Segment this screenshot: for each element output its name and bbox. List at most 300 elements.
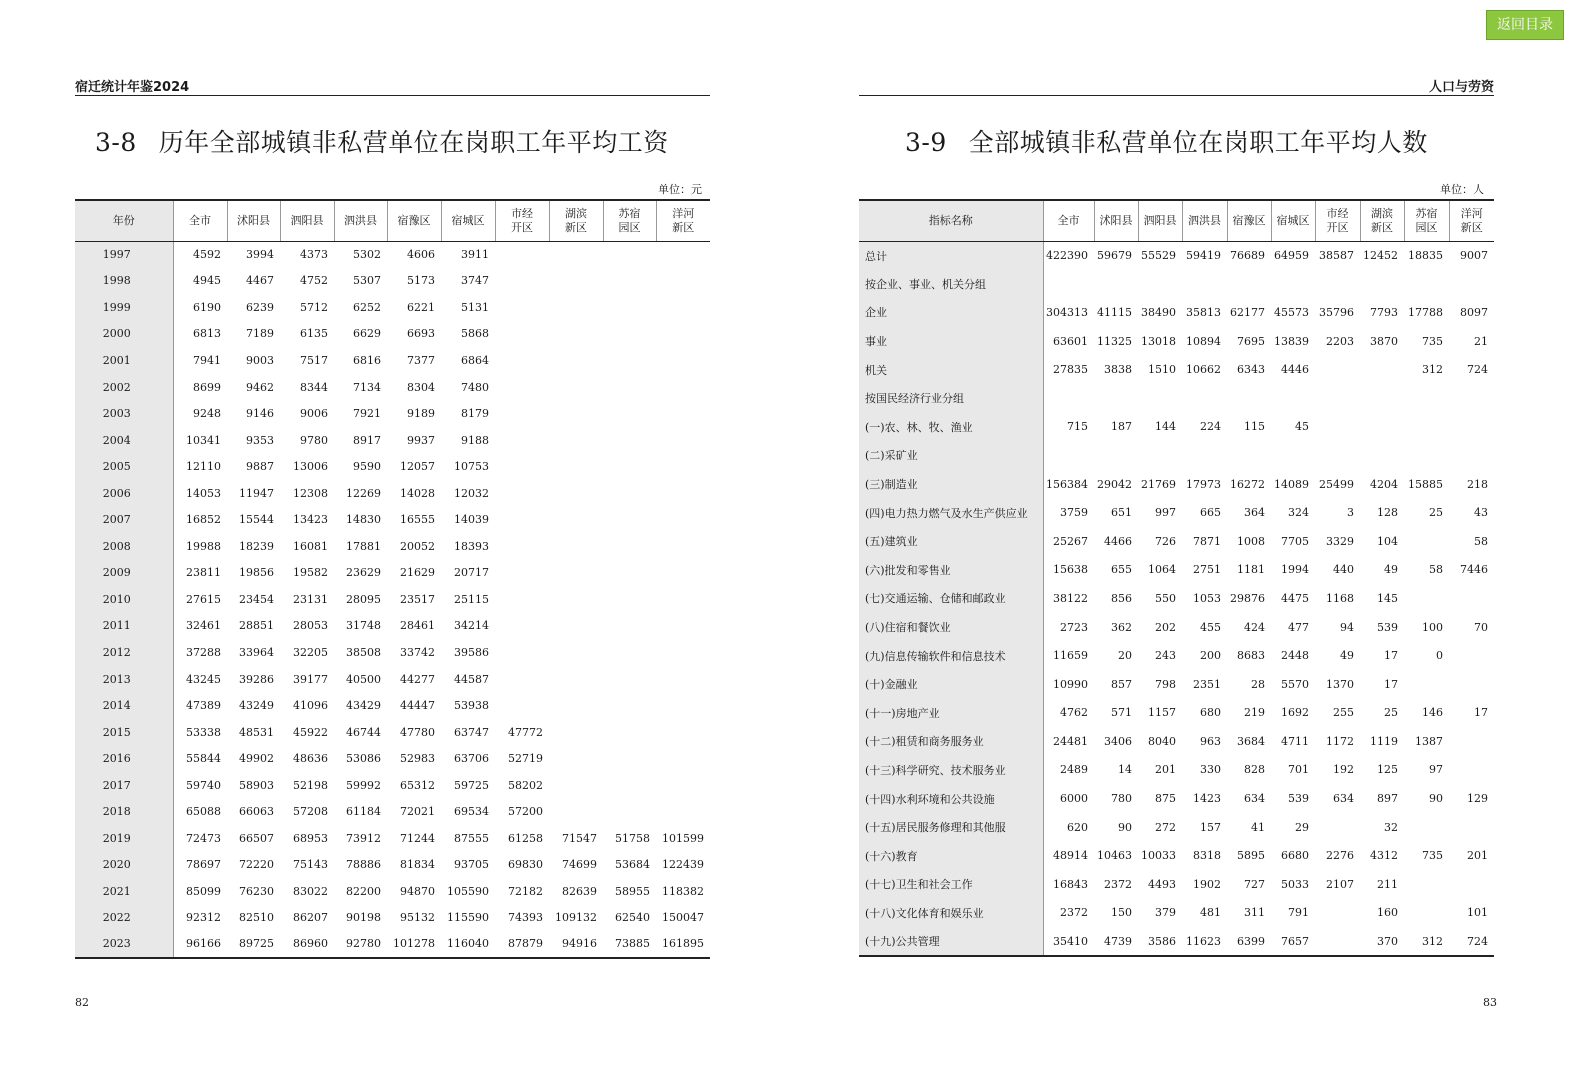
left-page — [0, 0, 793, 1077]
row-label: 2018 — [75, 798, 173, 825]
row-label: 2016 — [75, 745, 173, 772]
column-header: 宿豫区 — [387, 200, 441, 241]
row-label: (十九)公共管理 — [859, 927, 1043, 956]
table-cell: 455 — [1200, 620, 1221, 634]
table-cell: 780 — [1111, 792, 1132, 806]
table-cell: 10662 — [1186, 363, 1221, 377]
table-cell — [495, 268, 549, 295]
table-cell — [1227, 384, 1271, 413]
row-label: (二)采矿业 — [859, 441, 1043, 470]
table-cell: 3684 — [1237, 734, 1265, 748]
table-cell — [495, 586, 549, 613]
table-cell: 53938 — [454, 699, 489, 713]
table-cell: 59419 — [1186, 249, 1221, 263]
table-cell — [495, 666, 549, 693]
table-row — [859, 270, 1494, 299]
table-cell: 5173 — [407, 274, 435, 288]
table-cell: 52983 — [400, 752, 435, 766]
table-row — [859, 756, 1494, 785]
table-cell: 2276 — [1326, 849, 1354, 863]
table-row — [859, 699, 1494, 728]
table-cell: 8699 — [193, 380, 221, 394]
table-cell: 187 — [1111, 420, 1132, 434]
table-row — [859, 841, 1494, 870]
column-header: 洋河 新区 — [656, 200, 710, 241]
table-cell: 90198 — [346, 911, 381, 925]
table-cell: 45922 — [293, 725, 328, 739]
table-cell — [1404, 899, 1449, 928]
table-cell: 4373 — [300, 248, 328, 262]
table-row — [75, 347, 710, 374]
table-cell — [1360, 441, 1404, 470]
table-cell — [1449, 641, 1494, 670]
table-cell: 997 — [1155, 506, 1176, 520]
table-cell — [1094, 384, 1138, 413]
table-cell: 16081 — [293, 539, 328, 553]
table-cell: 5895 — [1237, 849, 1265, 863]
table-cell: 5570 — [1281, 677, 1309, 691]
table-cell: 9006 — [300, 407, 328, 421]
table-cell: 4762 — [1060, 706, 1088, 720]
table-cell: 10463 — [1097, 849, 1132, 863]
table-cell: 19988 — [186, 539, 221, 553]
table-row — [859, 870, 1494, 899]
table-cell: 2489 — [1060, 763, 1088, 777]
table-cell: 2723 — [1060, 620, 1088, 634]
table-cell: 122439 — [662, 858, 704, 872]
table-cell: 4466 — [1104, 534, 1132, 548]
table-row — [859, 927, 1494, 956]
table-cell: 144 — [1155, 420, 1176, 434]
table-cell: 2372 — [1060, 906, 1088, 920]
row-label: 总计 — [859, 241, 1043, 270]
table-cell: 7377 — [407, 353, 435, 367]
table-cell — [656, 400, 710, 427]
table-cell: 25115 — [454, 592, 489, 606]
table-row — [75, 825, 710, 852]
table-cell: 539 — [1288, 792, 1309, 806]
table-cell — [603, 400, 656, 427]
table-cell: 9353 — [246, 433, 274, 447]
table-row — [859, 527, 1494, 556]
table-cell — [656, 241, 710, 268]
column-header: 沭阳县 — [227, 200, 280, 241]
table-cell — [549, 692, 603, 719]
table-cell: 7480 — [461, 380, 489, 394]
table-cell: 35410 — [1043, 927, 1094, 956]
table-cell — [549, 453, 603, 480]
table-cell: 9590 — [353, 460, 381, 474]
table-cell: 16272 — [1230, 477, 1265, 491]
table-cell — [549, 745, 603, 772]
table-cell: 20717 — [454, 566, 489, 580]
table-cell: 23811 — [186, 566, 221, 580]
row-label: (十一)房地产业 — [859, 699, 1043, 728]
table-cell: 620 — [1067, 820, 1088, 834]
table-cell: 364 — [1244, 506, 1265, 520]
table-cell: 828 — [1244, 763, 1265, 777]
table-cell: 29876 — [1230, 591, 1265, 605]
table-cell: 61258 — [508, 831, 543, 845]
table-cell: 83022 — [293, 884, 328, 898]
table-cell — [1449, 270, 1494, 299]
table-cell: 1008 — [1237, 534, 1265, 548]
unit-label: 单位：元 — [658, 183, 702, 196]
table-cell: 72473 — [186, 831, 221, 845]
table-cell: 14830 — [346, 513, 381, 527]
table-cell: 74393 — [508, 911, 543, 925]
table-cell: 4446 — [1281, 363, 1309, 377]
table-cell — [656, 294, 710, 321]
table-cell — [1404, 527, 1449, 556]
table-cell — [1315, 355, 1360, 384]
table-cell — [656, 374, 710, 401]
table-cell: 150047 — [662, 911, 704, 925]
table-cell — [1315, 413, 1360, 442]
table-cell: 16555 — [400, 513, 435, 527]
table-cell — [1404, 870, 1449, 899]
table-cell — [1043, 441, 1094, 470]
table-cell: 370 — [1360, 927, 1404, 956]
table-cell: 59725 — [454, 778, 489, 792]
table-cell: 1157 — [1148, 706, 1176, 720]
table-row — [75, 772, 710, 799]
table-cell: 66063 — [239, 805, 274, 819]
table-cell: 63706 — [454, 752, 489, 766]
return-to-contents-button[interactable]: 返回目录 — [1486, 10, 1564, 40]
table-cell — [1360, 413, 1404, 442]
table-row — [859, 298, 1494, 327]
table-cell — [549, 533, 603, 560]
table-cell: 7517 — [300, 353, 328, 367]
table-cell — [1271, 441, 1315, 470]
table-cell: 116040 — [441, 931, 495, 958]
table-cell: 14089 — [1274, 477, 1309, 491]
table-cell: 12110 — [186, 460, 221, 474]
table-cell: 33964 — [239, 645, 274, 659]
table-cell — [549, 798, 603, 825]
row-label: 按国民经济行业分组 — [859, 384, 1043, 413]
table-cell: 362 — [1111, 620, 1132, 634]
table-cell: 14053 — [186, 486, 221, 500]
table-cell: 9007 — [1460, 249, 1488, 263]
table-cell: 3994 — [246, 248, 274, 262]
table-cell: 13006 — [293, 460, 328, 474]
table-row — [75, 480, 710, 507]
table-cell: 655 — [1111, 563, 1132, 577]
table-cell: 875 — [1155, 792, 1176, 806]
table-cell: 651 — [1111, 506, 1132, 520]
table-cell: 6239 — [246, 300, 274, 314]
table-cell: 109132 — [555, 911, 597, 925]
table-cell: 35796 — [1319, 305, 1354, 319]
table-cell: 219 — [1244, 706, 1265, 720]
table-cell: 20 — [1118, 649, 1132, 663]
table-cell: 12057 — [400, 460, 435, 474]
table-cell — [1227, 441, 1271, 470]
table-cell — [1449, 756, 1494, 785]
table-cell: 9248 — [193, 407, 221, 421]
table-cell: 58955 — [615, 884, 650, 898]
unit-label: 单位：人 — [1440, 183, 1484, 196]
table-cell: 93705 — [454, 858, 489, 872]
table-cell — [603, 692, 656, 719]
table-cell: 3 — [1347, 506, 1354, 520]
table-cell: 424 — [1244, 620, 1265, 634]
table-cell: 12452 — [1363, 249, 1398, 263]
table-cell: 32 — [1384, 820, 1398, 834]
table-row — [75, 374, 710, 401]
table-cell: 32205 — [293, 645, 328, 659]
table-cell — [603, 294, 656, 321]
table-cell — [1043, 384, 1094, 413]
table-row — [75, 586, 710, 613]
table-cell — [1182, 441, 1227, 470]
table-cell: 18239 — [239, 539, 274, 553]
table-title-text: 历年全部城镇非私营单位在岗职工年平均工资 — [158, 128, 669, 157]
table-row — [859, 813, 1494, 842]
table-cell: 4606 — [407, 248, 435, 262]
table-cell: 59679 — [1097, 249, 1132, 263]
table-cell — [1182, 384, 1227, 413]
table-cell: 105590 — [447, 884, 489, 898]
table-cell: 100 — [1422, 620, 1443, 634]
table-cell: 3759 — [1060, 506, 1088, 520]
table-cell: 477 — [1288, 620, 1309, 634]
table-cell: 76689 — [1230, 249, 1265, 263]
table-cell — [603, 772, 656, 799]
table-cell: 6000 — [1060, 792, 1088, 806]
table-cell: 97 — [1429, 763, 1443, 777]
table-cell — [656, 506, 710, 533]
table-cell: 4204 — [1370, 477, 1398, 491]
column-header: 宿城区 — [1271, 200, 1315, 241]
row-label: 2021 — [75, 878, 173, 905]
table-cell: 28 — [1251, 677, 1265, 691]
table-title-text: 全部城镇非私营单位在岗职工年平均人数 — [968, 128, 1428, 157]
table-cell — [495, 533, 549, 560]
row-label: (十七)卫生和社会工作 — [859, 870, 1043, 899]
table-cell: 14 — [1118, 763, 1132, 777]
table-cell: 75143 — [293, 858, 328, 872]
table-cell: 44587 — [454, 672, 489, 686]
table-cell: 85099 — [186, 884, 221, 898]
table-cell: 6693 — [407, 327, 435, 341]
table-cell: 64959 — [1274, 249, 1309, 263]
table-cell: 49902 — [239, 752, 274, 766]
table-cell: 1902 — [1193, 877, 1221, 891]
row-label: 1998 — [75, 268, 173, 295]
column-header: 湖滨 新区 — [1360, 200, 1404, 241]
table-cell — [1315, 441, 1360, 470]
table-cell: 1423 — [1193, 792, 1221, 806]
table-cell: 5033 — [1281, 877, 1309, 891]
table-cell — [1138, 384, 1182, 413]
table-row — [75, 692, 710, 719]
table-cell: 14028 — [400, 486, 435, 500]
table-cell: 46744 — [346, 725, 381, 739]
table-cell: 255 — [1333, 706, 1354, 720]
row-label: (十)金融业 — [859, 670, 1043, 699]
row-label: 事业 — [859, 327, 1043, 356]
row-label: 2022 — [75, 905, 173, 932]
table-cell: 28095 — [346, 592, 381, 606]
table-cell: 161895 — [656, 931, 710, 958]
column-header: 苏宿 园区 — [1404, 200, 1449, 241]
table-cell: 18393 — [454, 539, 489, 553]
table-cell: 44447 — [400, 699, 435, 713]
table-cell — [1043, 270, 1094, 299]
row-label: (十八)文化体育和娱乐业 — [859, 899, 1043, 928]
table-row — [859, 670, 1494, 699]
table-cell: 104 — [1377, 534, 1398, 548]
table-cell — [1360, 384, 1404, 413]
table-cell — [656, 772, 710, 799]
table-row — [859, 727, 1494, 756]
table-cell: 63747 — [454, 725, 489, 739]
table-cell — [1271, 384, 1315, 413]
table-cell: 29042 — [1097, 477, 1132, 491]
table-cell: 49 — [1384, 563, 1398, 577]
table-cell: 29 — [1295, 820, 1309, 834]
table-cell: 19856 — [239, 566, 274, 580]
table-cell: 23517 — [400, 592, 435, 606]
table-cell: 53086 — [346, 752, 381, 766]
table-cell: 59740 — [186, 778, 221, 792]
table-row — [75, 453, 710, 480]
table-cell: 6190 — [193, 300, 221, 314]
table-cell: 2107 — [1326, 877, 1354, 891]
table-cell: 379 — [1155, 906, 1176, 920]
table-cell: 5302 — [353, 248, 381, 262]
table-cell: 65312 — [400, 778, 435, 792]
table-cell: 9003 — [246, 353, 274, 367]
table-cell — [495, 347, 549, 374]
table-cell — [603, 374, 656, 401]
table-cell: 82639 — [562, 884, 597, 898]
row-label: (八)住宿和餐饮业 — [859, 613, 1043, 642]
table-cell: 3406 — [1104, 734, 1132, 748]
table-row — [75, 745, 710, 772]
table-cell: 43429 — [346, 699, 381, 713]
table-cell: 202 — [1155, 620, 1176, 634]
table-cell — [1404, 441, 1449, 470]
table-row — [75, 719, 710, 746]
table-cell: 20052 — [400, 539, 435, 553]
table-cell: 21629 — [400, 566, 435, 580]
table-cell: 69534 — [454, 805, 489, 819]
table-cell: 8917 — [353, 433, 381, 447]
table-cell — [656, 719, 710, 746]
table-cell: 1387 — [1415, 734, 1443, 748]
table-cell: 324 — [1288, 506, 1309, 520]
table-row — [859, 470, 1494, 499]
table-cell: 19582 — [293, 566, 328, 580]
table-cell: 49 — [1340, 649, 1354, 663]
table-cell: 3911 — [461, 248, 489, 262]
table-cell: 101 — [1467, 906, 1488, 920]
running-head: 宿迁统计年鉴2024 — [75, 76, 710, 96]
table-cell — [603, 241, 656, 268]
row-label: (十二)租赁和商务服务业 — [859, 727, 1043, 756]
table-cell: 145 — [1377, 591, 1398, 605]
table-cell: 115590 — [447, 911, 489, 925]
table-cell: 4711 — [1281, 734, 1309, 748]
table-row — [75, 931, 710, 958]
table-cell — [495, 321, 549, 348]
table-cell: 9780 — [300, 433, 328, 447]
table-cell: 17973 — [1186, 477, 1221, 491]
table-cell — [495, 400, 549, 427]
table-cell: 6816 — [353, 353, 381, 367]
table-cell: 10753 — [454, 460, 489, 474]
table-row — [75, 560, 710, 587]
table-cell: 7695 — [1237, 334, 1265, 348]
table-cell: 23629 — [346, 566, 381, 580]
table-cell: 7446 — [1460, 563, 1488, 577]
table-cell: 43249 — [239, 699, 274, 713]
column-header: 苏宿 园区 — [603, 200, 656, 241]
table-cell — [495, 241, 549, 268]
table-cell: 8179 — [461, 407, 489, 421]
table-cell — [656, 480, 710, 507]
table-cell: 218 — [1467, 477, 1488, 491]
row-label: (十六)教育 — [859, 841, 1043, 870]
table-cell — [549, 480, 603, 507]
table-cell: 37288 — [186, 645, 221, 659]
table-cell — [603, 560, 656, 587]
table-cell: 38508 — [346, 645, 381, 659]
table-cell — [656, 692, 710, 719]
table-cell — [549, 268, 603, 295]
table-row — [75, 533, 710, 560]
table-cell: 201 — [1155, 763, 1176, 777]
table-cell: 1053 — [1193, 591, 1221, 605]
table-cell — [1449, 670, 1494, 699]
table-cell — [549, 586, 603, 613]
table-cell: 74699 — [562, 858, 597, 872]
row-label: 2004 — [75, 427, 173, 454]
table-cell: 27615 — [186, 592, 221, 606]
column-header: 泗阳县 — [1138, 200, 1182, 241]
table-cell: 150 — [1111, 906, 1132, 920]
row-label: 2002 — [75, 374, 173, 401]
table-cell: 76230 — [239, 884, 274, 898]
table-cell: 90 — [1429, 792, 1443, 806]
table-cell — [1315, 899, 1360, 928]
table-cell: 10033 — [1141, 849, 1176, 863]
table-cell: 45573 — [1274, 305, 1309, 319]
table-cell: 14039 — [454, 513, 489, 527]
table-cell: 6864 — [461, 353, 489, 367]
table-cell: 28461 — [400, 619, 435, 633]
table-cell — [656, 347, 710, 374]
table-cell: 1172 — [1326, 734, 1354, 748]
table-cell — [549, 241, 603, 268]
table-cell — [1271, 270, 1315, 299]
table-cell: 57208 — [293, 805, 328, 819]
table-cell: 7793 — [1370, 305, 1398, 319]
table-cell: 43245 — [186, 672, 221, 686]
table-cell: 53684 — [615, 858, 650, 872]
table-cell: 192 — [1333, 763, 1354, 777]
table-cell: 15544 — [239, 513, 274, 527]
table-cell: 23454 — [239, 592, 274, 606]
table-cell — [603, 639, 656, 666]
page-number: 82 — [75, 996, 89, 1009]
table-cell: 7941 — [193, 353, 221, 367]
table-cell — [1404, 670, 1449, 699]
